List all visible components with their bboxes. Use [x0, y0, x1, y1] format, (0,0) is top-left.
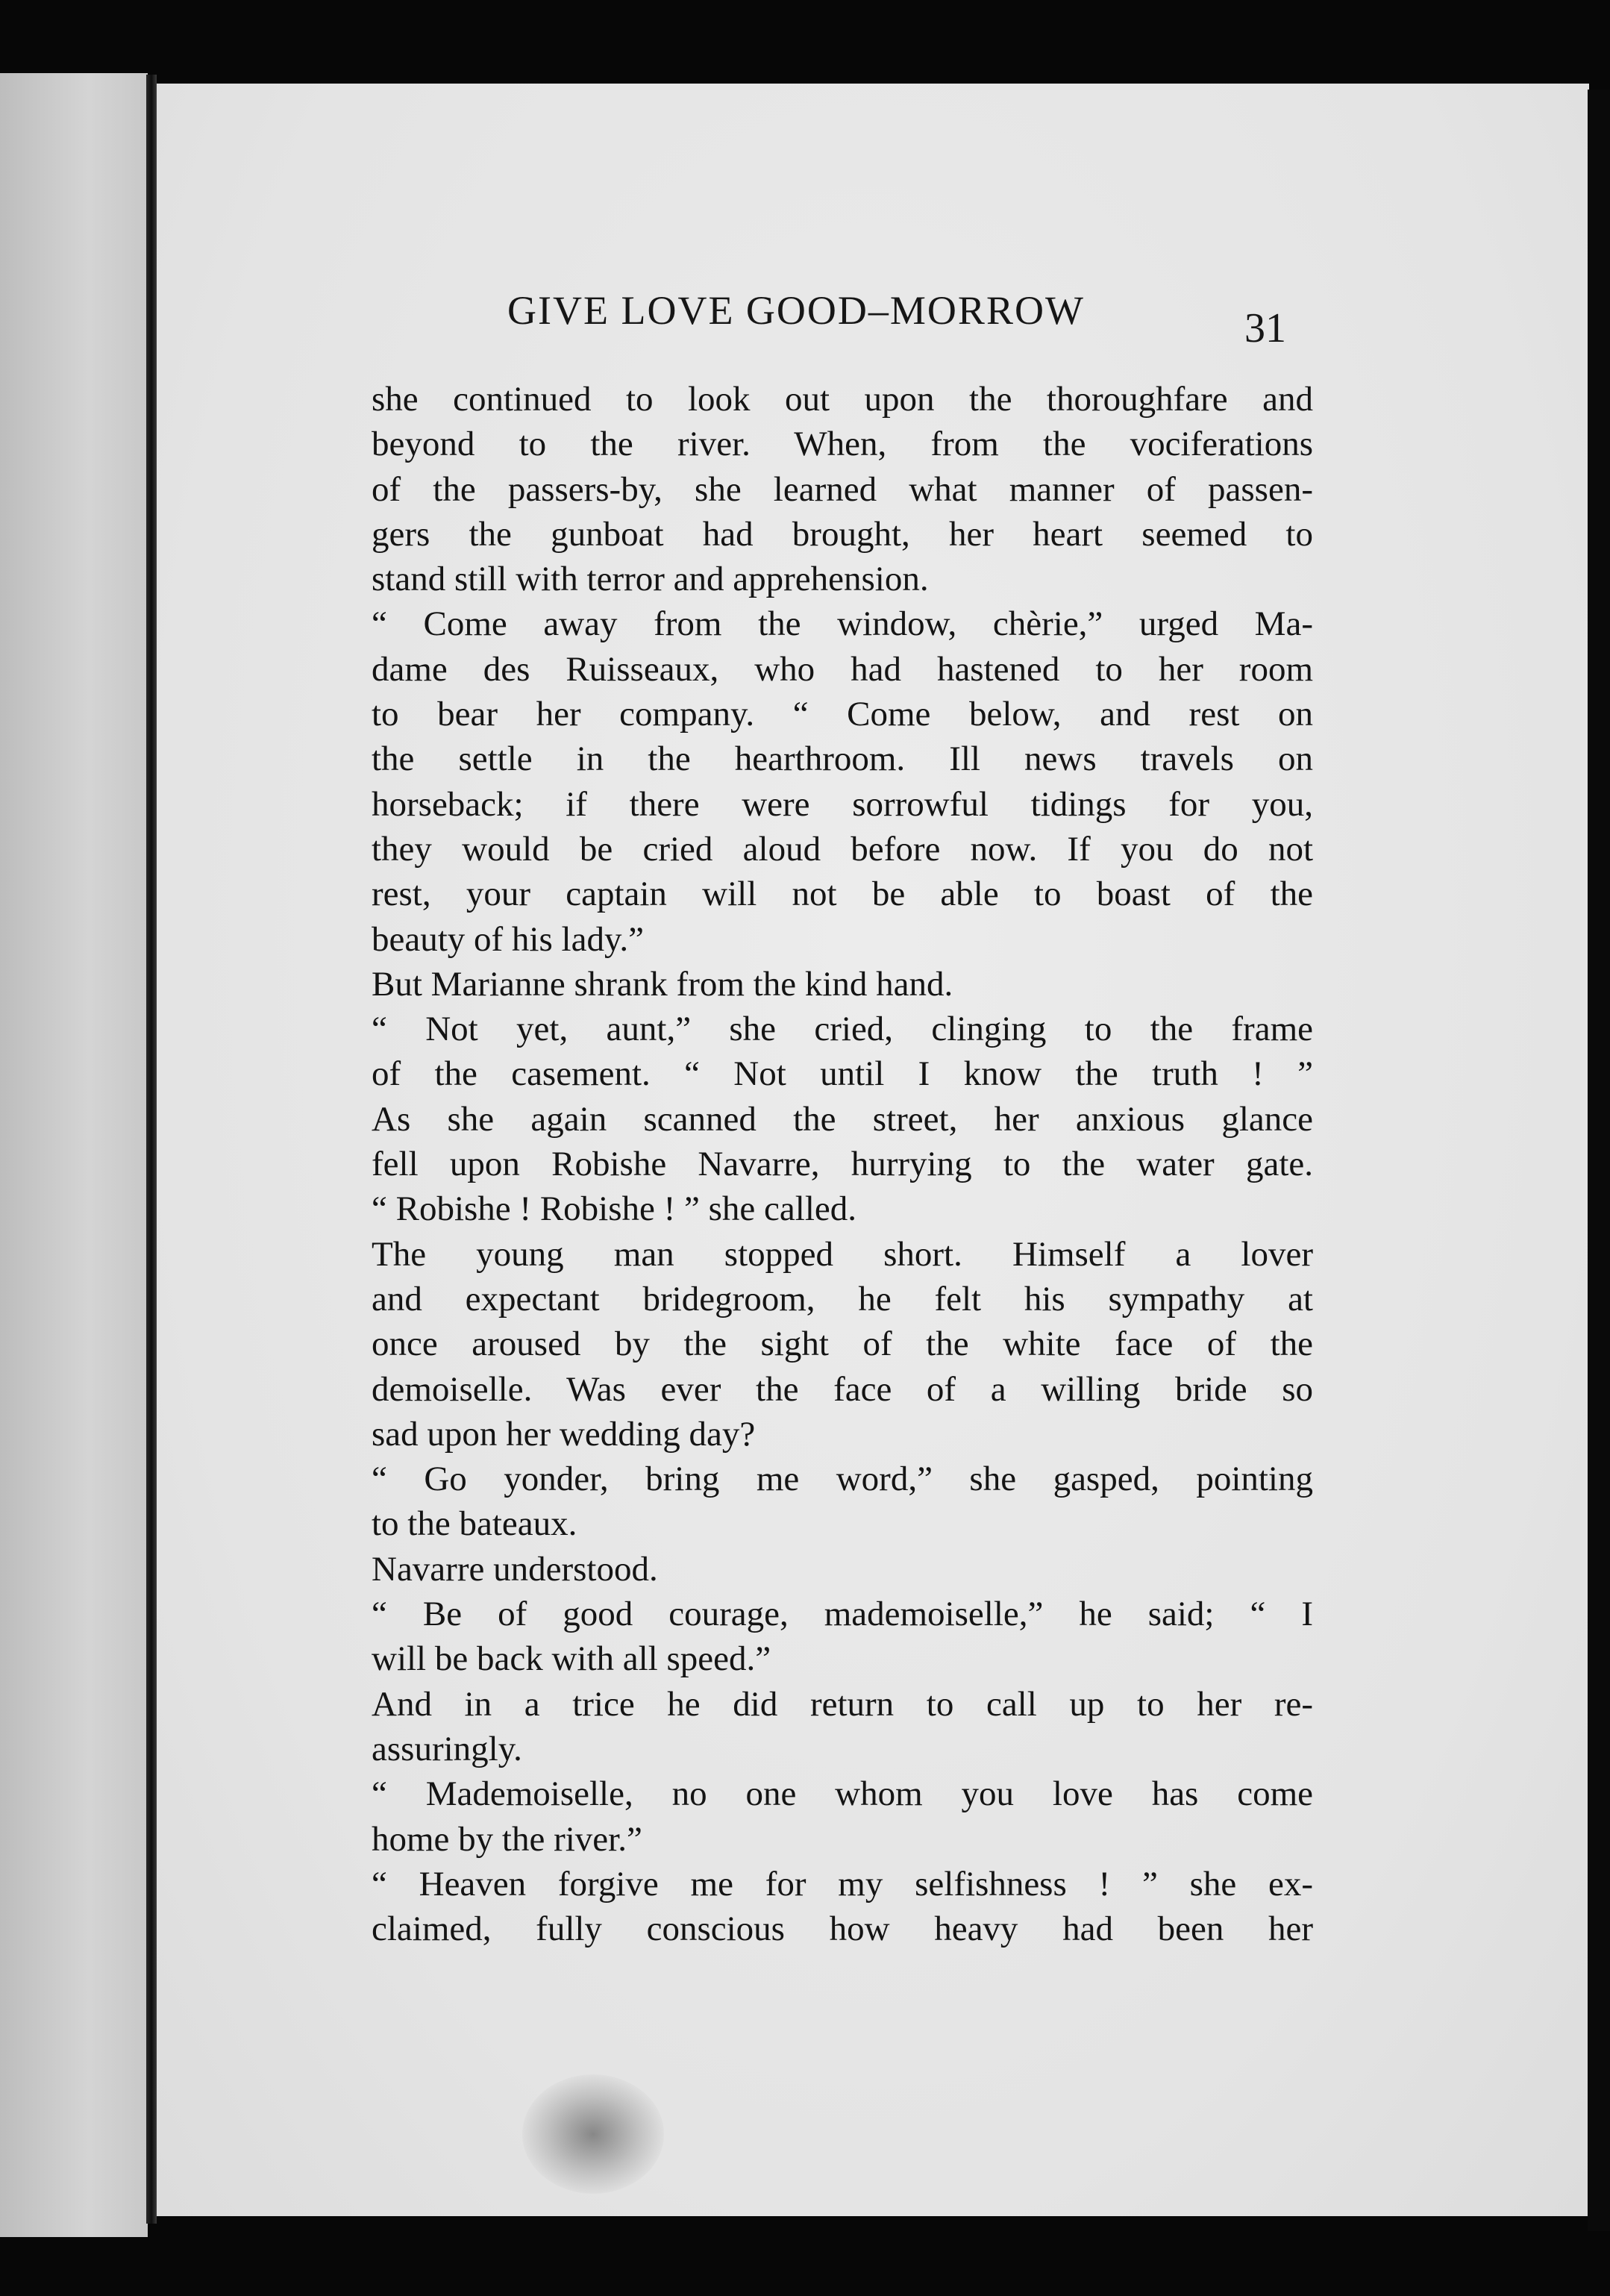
text-line: demoiselle. Was ever the face of a willing bride so [372, 1369, 1313, 1409]
text-line: horseback; if there were sorrowful tidings for you, [372, 784, 1313, 824]
text-line: “ Be of good courage, mademoiselle,” he said; “ I [372, 1595, 1313, 1634]
text-line: “ Heaven forgive me for my selfishness ! ” she ex- [372, 1864, 1313, 1904]
book-gutter [146, 75, 157, 2224]
page-number: 31 [1244, 305, 1286, 351]
ink-smudge [522, 2074, 664, 2194]
text-line: of the casement. “ Not until I know the truth ! ” [372, 1054, 1313, 1094]
text-line: “ Not yet, aunt,” she cried, clinging to the frame [372, 1010, 1313, 1049]
text-line: stand still with terror and apprehension. [372, 560, 929, 599]
text-line: beyond to the river. When, from the vociferations [372, 425, 1313, 464]
running-title: GIVE LOVE GOOD–MORROW [507, 288, 1085, 333]
text-line: they would be cried aloud before now. If you do not [372, 829, 1313, 869]
text-line: “ Mademoiselle, no one whom you love has come [372, 1774, 1313, 1814]
body-text [372, 377, 1313, 1951]
text-line: to the bateaux. [372, 1504, 577, 1544]
text-line: beauty of his lady.” [372, 919, 645, 959]
text-line: she continued to look out upon the thoroughfare and [372, 380, 1313, 419]
text-line: the settle in the hearthroom. Ill news travels on [372, 739, 1313, 779]
text-line: of the passers-by, she learned what manner of passen- [372, 469, 1313, 509]
text-line: once aroused by the sight of the white face of the [372, 1324, 1313, 1364]
text-line: And in a trice he did return to call up to her re- [372, 1684, 1313, 1724]
text-line: “ Robishe ! Robishe ! ” she called. [372, 1189, 856, 1229]
text-line: dame des Ruisseaux, who had hastened to her room [372, 649, 1313, 689]
text-line: sad upon her wedding day? [372, 1414, 756, 1454]
text-line: But Marianne shrank from the kind hand. [372, 964, 953, 1004]
text-line: will be back with all speed.” [372, 1639, 771, 1679]
text-line: rest, your captain will not be able to boast of the [372, 875, 1313, 914]
text-line: As she again scanned the street, her anxious glance [372, 1099, 1313, 1139]
facing-page-edge [0, 73, 148, 2237]
text-line: assuringly. [372, 1729, 522, 1768]
text-line: fell upon Robishe Navarre, hurrying to the water gate. [372, 1145, 1313, 1184]
text-line: to bear her company. “ Come below, and rest on [372, 695, 1313, 734]
text-line: Navarre understood. [372, 1549, 658, 1589]
text-line: “ Come away from the window, chèrie,” urged Ma- [372, 604, 1313, 644]
text-line: home by the river.” [372, 1819, 642, 1859]
text-line: The young man stopped short. Himself a lover [372, 1234, 1313, 1274]
page-right-border [1588, 90, 1610, 2231]
text-line: “ Go yonder, bring me word,” she gasped, pointing [372, 1460, 1313, 1499]
text-line: and expectant bridegroom, he felt his sympathy at [372, 1279, 1313, 1319]
text-line: gers the gunboat had brought, her heart seemed to [372, 514, 1313, 554]
text-line: claimed, fully conscious how heavy had been her [372, 1909, 1313, 1949]
